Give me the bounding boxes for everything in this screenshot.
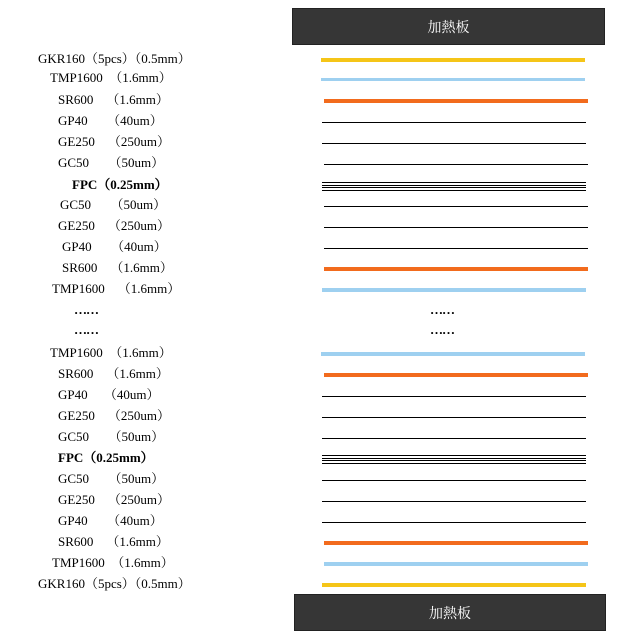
layer-label: GP40 （40um） <box>58 513 163 528</box>
layer-label: GP40 （40um） <box>58 113 163 128</box>
ellipsis-label-1: …… <box>74 302 98 317</box>
layer-label: TMP1600 （1.6mm） <box>50 70 172 85</box>
layer-line <box>324 373 588 377</box>
layer-label: TMP1600 （1.6mm） <box>52 555 174 570</box>
layer-label: GKR160（5pcs）（0.5mm） <box>38 51 191 66</box>
layer-label: GC50 （50um） <box>58 155 165 170</box>
layer-label: GE250 （250um） <box>58 134 170 149</box>
layer-line <box>322 501 586 502</box>
layer-label: GE250 （250um） <box>58 408 170 423</box>
layer-label: GC50 （50um） <box>60 197 167 212</box>
layer-line <box>321 78 585 81</box>
layer-label: GKR160（5pcs）（0.5mm） <box>38 576 191 591</box>
layer-label: GC50 （50um） <box>58 471 165 486</box>
layer-line <box>322 417 586 418</box>
layer-line <box>322 438 586 439</box>
layer-line <box>322 143 586 144</box>
ellipsis-line-2: …… <box>430 322 454 337</box>
layer-label: GC50 （50um） <box>58 429 165 444</box>
layer-label: GP40 （40um） <box>62 239 167 254</box>
fpc-layer-line <box>322 455 586 464</box>
layer-label: GE250 （250um） <box>58 492 170 507</box>
layer-label: SR600 （1.6mm） <box>62 260 173 275</box>
fpc-layer-line <box>322 182 586 191</box>
layer-line <box>322 583 586 587</box>
layer-label: SR600 （1.6mm） <box>58 92 169 107</box>
layer-line <box>321 58 585 62</box>
layer-line <box>324 267 588 271</box>
ellipsis-line-1: …… <box>430 302 454 317</box>
layer-line <box>321 352 585 356</box>
layer-line <box>322 122 586 123</box>
layer-line <box>322 396 586 397</box>
layer-line <box>324 227 588 228</box>
layer-label: GE250 （250um） <box>58 218 170 233</box>
layer-line <box>322 288 586 292</box>
layer-label: GP40 （40um） <box>58 387 160 402</box>
layer-line <box>324 206 588 207</box>
heating-plate-bottom <box>294 594 606 631</box>
layer-label: FPC（0.25mm） <box>72 177 168 192</box>
layer-line <box>324 541 588 545</box>
layer-line <box>324 99 588 103</box>
layer-line <box>324 562 588 566</box>
layer-label: TMP1600 （1.6mm） <box>52 281 181 296</box>
layer-line <box>322 480 586 481</box>
layer-label: SR600 （1.6mm） <box>58 366 169 381</box>
layer-label: FPC（0.25mm） <box>58 450 154 465</box>
layer-line <box>322 522 586 523</box>
heating-plate-top-label: 加熱板 <box>427 19 470 36</box>
layer-line <box>324 248 588 249</box>
heating-plate-top <box>292 8 605 45</box>
layer-label: TMP1600 （1.6mm） <box>50 345 172 360</box>
ellipsis-label-2: …… <box>74 322 98 337</box>
layer-label: SR600 （1.6mm） <box>58 534 169 549</box>
layer-line <box>324 164 588 165</box>
heating-plate-bottom-label: 加熱板 <box>429 605 471 622</box>
